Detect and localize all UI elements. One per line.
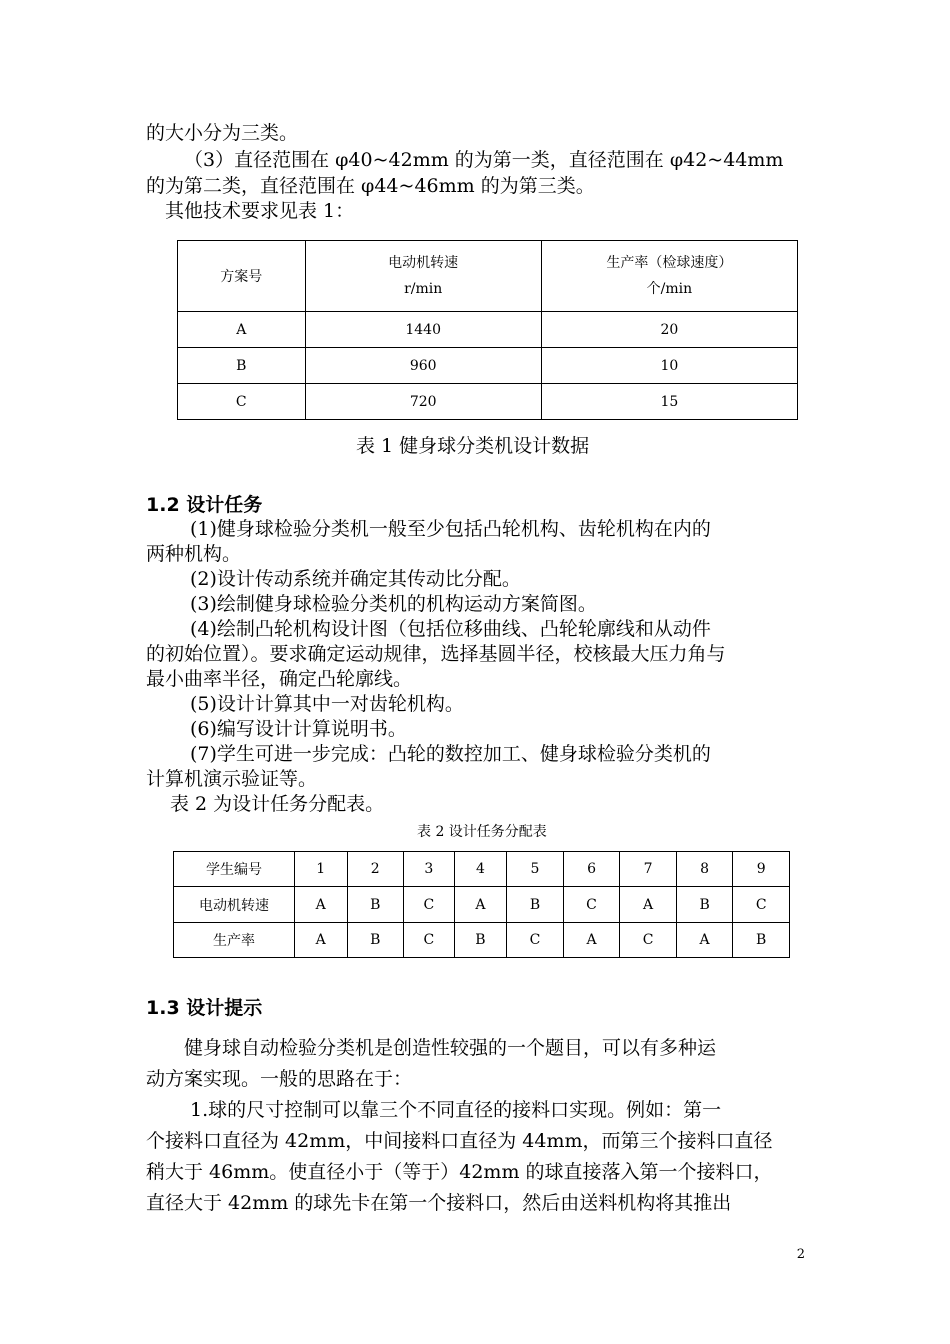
cell: B — [676, 887, 733, 923]
hint-line: 个接料口直径为 42mm，中间接料口直径为 44mm，而第三个接料口直径 — [146, 1130, 773, 1152]
design-data-table — [177, 240, 798, 420]
cell: B — [347, 887, 404, 923]
cell: B — [347, 923, 404, 958]
cell: A — [563, 923, 620, 958]
cell: 8 — [676, 852, 733, 887]
task-line: (4)绘制凸轮机构设计图（包括位移曲线、凸轮轮廓线和从动件 — [190, 618, 711, 640]
cell: C — [404, 923, 455, 958]
task-assignment-table — [173, 851, 790, 958]
hint-line: 1.球的尺寸控制可以靠三个不同直径的接料口实现。例如：第一 — [190, 1099, 722, 1121]
header-scheme: 方案号 — [178, 241, 306, 312]
table2-caption: 表 2 设计任务分配表 — [417, 824, 547, 840]
table-row — [174, 923, 790, 958]
cell: 6 — [563, 852, 620, 887]
header-productivity — [541, 241, 797, 312]
cell: B — [454, 923, 507, 958]
hint-line: 直径大于 42mm 的球先卡在第一个接料口，然后由送料机构将其推出 — [146, 1192, 732, 1214]
hint-line: 健身球自动检验分类机是创造性较强的一个题目，可以有多种运 — [184, 1037, 717, 1059]
cell: A — [620, 887, 677, 923]
row-label: 生产率 — [174, 923, 295, 958]
cell: 4 — [454, 852, 507, 887]
cell-scheme: A — [178, 312, 306, 348]
table1-caption: 表 1 健身球分类机设计数据 — [356, 435, 590, 457]
hint-line: 稍大于 46mm。使直径小于（等于）42mm 的球直接落入第一个接料口， — [146, 1161, 773, 1183]
cell: 5 — [507, 852, 564, 887]
table-row — [174, 852, 790, 887]
cell: A — [294, 923, 347, 958]
cell-rate: 10 — [541, 348, 797, 384]
cell-scheme: C — [178, 384, 306, 420]
hint-line: 动方案实现。一般的思路在于： — [146, 1068, 413, 1090]
row-label: 电动机转速 — [174, 887, 295, 923]
task-line: 的初始位置）。要求确定运动规律，选择基圆半径，校核最大压力角与 — [146, 643, 726, 665]
cell: 9 — [733, 852, 790, 887]
cell: C — [404, 887, 455, 923]
section-1-2-title: 1.2 设计任务 — [146, 494, 263, 516]
table-row — [178, 384, 798, 420]
cell: 1 — [294, 852, 347, 887]
task-line: (2)设计传动系统并确定其传动比分配。 — [190, 568, 521, 590]
header-productivity-label: 生产率（检球速度） — [606, 255, 733, 271]
header-motor-speed-unit: r/min — [404, 281, 443, 297]
task-line: (1)健身球检验分类机一般至少包括凸轮机构、齿轮机构在内的 — [190, 518, 711, 540]
cell-rate: 15 — [541, 384, 797, 420]
table-row — [178, 312, 798, 348]
row-label: 学生编号 — [174, 852, 295, 887]
cell: C — [563, 887, 620, 923]
header-productivity-unit: 个/min — [646, 281, 693, 297]
header-motor-speed-label: 电动机转速 — [388, 255, 459, 271]
task-line: (6)编写设计计算说明书。 — [190, 718, 407, 740]
cell: C — [620, 923, 677, 958]
cell-speed: 720 — [305, 384, 541, 420]
cell: A — [454, 887, 507, 923]
cell-speed: 1440 — [305, 312, 541, 348]
table-row — [178, 348, 798, 384]
intro-line-1: 的大小分为三类。 — [146, 122, 299, 144]
cell: C — [507, 923, 564, 958]
cell: 2 — [347, 852, 404, 887]
cell-speed: 960 — [305, 348, 541, 384]
task-line: 表 2 为设计任务分配表。 — [170, 793, 385, 815]
cell: A — [294, 887, 347, 923]
intro-line-4: 其他技术要求见表 1： — [165, 200, 355, 222]
cell: B — [733, 923, 790, 958]
cell: B — [507, 887, 564, 923]
table-row — [174, 887, 790, 923]
cell-rate: 20 — [541, 312, 797, 348]
task-line: (5)设计计算其中一对齿轮机构。 — [190, 693, 464, 715]
task-line: (7)学生可进一步完成：凸轮的数控加工、健身球检验分类机的 — [190, 743, 711, 765]
task-line: 两种机构。 — [146, 543, 242, 565]
cell: 7 — [620, 852, 677, 887]
page-number: 2 — [796, 1247, 805, 1262]
intro-line-2: （3）直径范围在 φ40~42mm 的为第一类，直径范围在 φ42~44mm — [184, 149, 784, 171]
task-line: 计算机演示验证等。 — [146, 768, 318, 790]
cell: A — [676, 923, 733, 958]
task-line: (3)绘制健身球检验分类机的机构运动方案简图。 — [190, 593, 597, 615]
intro-line-3: 的为第二类，直径范围在 φ44~46mm 的为第三类。 — [146, 175, 595, 197]
cell: 3 — [404, 852, 455, 887]
task-line: 最小曲率半径，确定凸轮廓线。 — [146, 668, 413, 690]
cell: C — [733, 887, 790, 923]
header-motor-speed — [305, 241, 541, 312]
cell-scheme: B — [178, 348, 306, 384]
section-1-3-title: 1.3 设计提示 — [146, 997, 263, 1019]
